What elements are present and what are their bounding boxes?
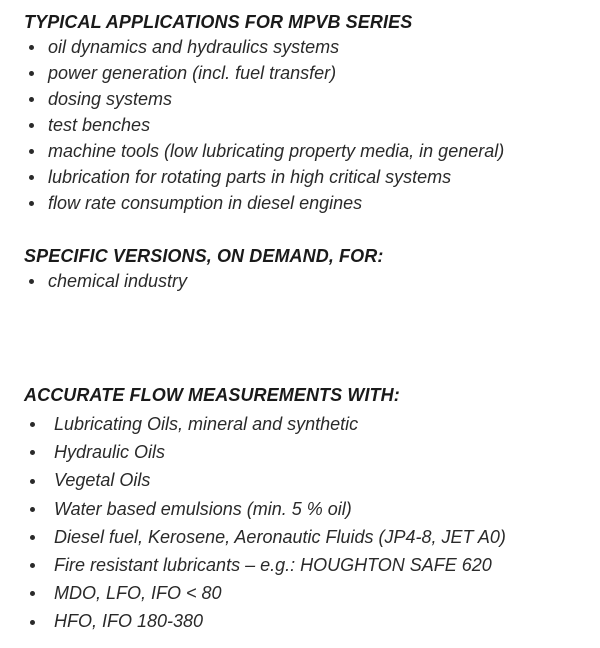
list-item-text: machine tools (low lubricating property media, in general) [48, 141, 505, 161]
list-item [24, 495, 506, 523]
bullet-icon [30, 591, 35, 596]
list-item-text: Diesel fuel, Kerosene, Aeronautic Fluids (JP4-8, JET A0) [54, 526, 506, 547]
list-item [24, 112, 504, 138]
list-item-text: Hydraulic Oils [54, 442, 166, 463]
list-item-text: oil dynamics and hydraulics systems [48, 37, 340, 57]
bullet-icon [29, 71, 34, 76]
list-item-text: flow rate consumption in diesel engines [48, 193, 363, 213]
bullet-icon [30, 450, 35, 455]
bullet-icon [29, 45, 34, 50]
applications-heading: TYPICAL APPLICATIONS FOR MPVB SERIES [24, 12, 413, 32]
bullet-icon [30, 535, 35, 540]
applications-list [24, 34, 504, 216]
list-item [24, 551, 506, 579]
list-item [24, 607, 506, 635]
list-item [24, 268, 383, 294]
bullet-icon [29, 201, 34, 206]
list-item [24, 438, 506, 466]
list-item [24, 523, 506, 551]
list-item [24, 34, 504, 60]
applications-section [24, 10, 504, 216]
bullet-icon [30, 422, 35, 427]
bullet-icon [29, 175, 34, 180]
bullet-icon [29, 97, 34, 102]
list-item [24, 138, 504, 164]
list-item [24, 410, 506, 438]
list-item [24, 164, 504, 190]
list-item-text: power generation (incl. fuel transfer) [48, 63, 337, 83]
bullet-icon [30, 563, 35, 568]
specific-versions-heading: SPECIFIC VERSIONS, ON DEMAND, FOR: [24, 246, 384, 266]
list-item-text: Water based emulsions (min. 5 % oil) [54, 498, 352, 519]
accurate-measurements-list [24, 410, 506, 636]
list-item-text: dosing systems [48, 89, 173, 109]
specific-versions-list [24, 268, 383, 294]
bullet-icon [29, 279, 34, 284]
list-item-text: chemical industry [48, 271, 188, 291]
list-item-text: lubrication for rotating parts in high critical systems [48, 167, 452, 187]
bullet-icon [30, 620, 35, 625]
accurate-measurements-heading: ACCURATE FLOW MEASUREMENTS WITH: [24, 385, 400, 405]
list-item-text: Vegetal Oils [54, 470, 151, 491]
accurate-measurements-section [24, 383, 506, 636]
list-item [24, 579, 506, 607]
bullet-icon [30, 507, 35, 512]
specific-versions-section [24, 244, 383, 294]
list-item-text: MDO, LFO, IFO < 80 [54, 583, 222, 604]
list-item [24, 60, 504, 86]
list-item [24, 190, 504, 216]
list-item [24, 86, 504, 112]
list-item-text: Lubricating Oils, mineral and synthetic [54, 414, 359, 434]
list-item [24, 466, 506, 494]
bullet-icon [29, 123, 34, 128]
list-item-text: test benches [48, 115, 151, 135]
bullet-icon [30, 479, 35, 484]
bullet-icon [29, 149, 34, 154]
list-item-text: HFO, IFO 180-380 [54, 611, 204, 632]
list-item-text: Fire resistant lubricants – e.g.: HOUGHTON SAFE 620 [54, 555, 492, 576]
